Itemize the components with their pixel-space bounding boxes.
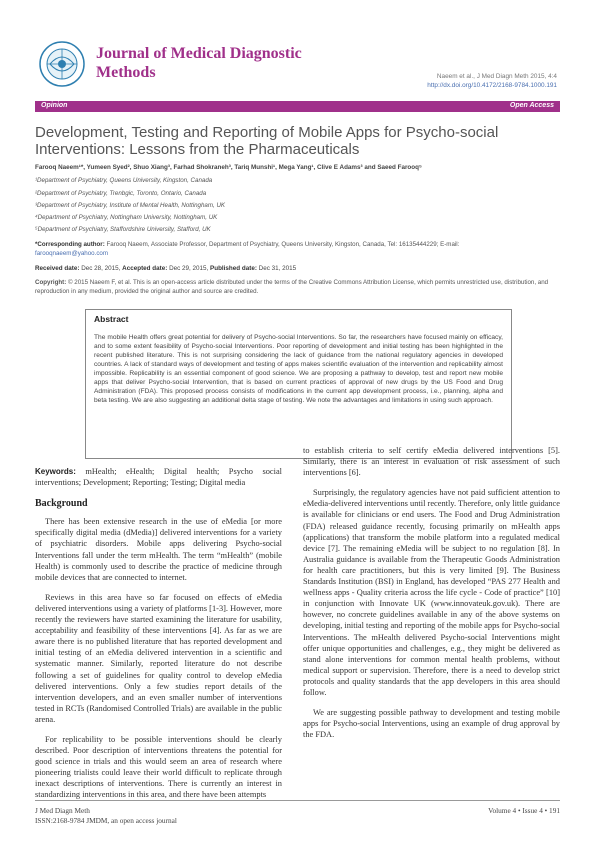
journal-name-line2: Methods [96,64,156,81]
affiliation: ²Department of Psychiatry, Trenbgic, Toronto, Ontario, Canada [35,190,207,197]
accepted-label: Accepted date: [122,265,168,272]
citation-block [427,72,557,90]
affiliation: ³Department of Psychiatry, Institute of Mental Health, Nottingham, UK [35,202,226,209]
copyright-label: Copyright: [35,279,67,286]
right-column [303,445,560,749]
received-date: Dec 28, 2015, [81,265,121,272]
footer-issn: ISSN:2168-9784 JMDM, an open access journal [35,816,177,825]
published-label: Published date: [210,265,257,272]
abstract-text: The mobile Health offers great potential for delivery of Psycho-social Interventions. So far, the researchers have focused mainly on efficacy, and to some extent feasibility of Psycho-social Interventions. Poor reporting of development and initial testing has been highlighted in the recent published literature. This is not surprising considering the lack of guidance from the national regulatory agencies in developed countries. A lack of standard ways of development and testing of apps makes scientific evaluation of the intervention and replicability almost impossible. Replicability is an essential component of good science. We are proposing a pathway to develop, test and report new mobile apps that deliver Psycho-social Intervention, that is based on current practices of approval of new drugs by the US Food and Drug Administration (FDA). This proposed process consists of modifications in the current app development process, i.e., planning, alpha and beta testing. We are also suggesting an additional delta stage of testing. We note the advantages and limitations in using such approach. [94,334,503,405]
received-label: Received date: [35,265,80,272]
doi-link[interactable]: http://dx.doi.org/10.4172/2168-9784.1000.191 [427,82,557,89]
affiliation: ⁴Department of Psychiatry, Nottingham University, Nottingham, UK [35,214,218,221]
affiliation: ¹Department of Psychiatry, Queens University, Kingston, Canada [35,177,213,184]
author-list: Farooq Naeem¹*, Yumeen Syed², Shuo Xiang³, Farhad Shokraneh³, Tariq Munshi¹, Mega Yang¹, Clive E Adams³ and Saeed Farooq⁵ [35,164,422,171]
article-type: Opinion [41,102,68,109]
paragraph: Reviews in this area have so far focused on effects of eMedia delivered interventions using a variety of platforms [1-3]. However, more recently the reviewers have started examining the literature for usability, acceptability and feasibility of these interventions [4]. As far as we are aware there is no published literature that has reported development and initial testing of an eMedia delivered intervention in a scientific and systematic manner. Similarly, reported literature do not describe following a set of guidelines for quality control to develop eMedia delivered interventions. Only a few studies report details of the intervention developers, and an even smaller number of interventions tested in RCTs (Randomised Controlled Trials) are available in the public arena. [35,592,282,724]
background-heading: Background [35,498,88,510]
abstract-box [85,309,512,459]
copyright-notice [35,279,560,296]
journal-name-line1: Journal of Medical Diagnostic [96,45,302,62]
footer-journal-info [35,806,177,826]
journal-name [96,44,376,82]
corresponding-author [35,240,560,258]
corresponding-text: Farooq Naeem, Associate Professor, Department of Psychiatry, Queens University, Kingston, Canada, Tel: 16135444229; E-mail: [104,241,460,248]
published-date: Dec 31, 2015 [258,265,297,272]
article-title: Development, Testing and Reporting of Mobile Apps for Psycho-social Interventions: Lessons from the Pharmaceuticals [35,124,499,158]
footer-divider [35,800,560,801]
copyright-text: © 2015 Naeem F, et al. This is an open-access article distributed under the terms of the Creative Commons Attribution License, which permits unrestricted use, distribution, and reproduction in any medium, provided the original author and source are credited. [35,279,549,295]
open-access-label: Open Access [509,102,554,109]
abstract-heading: Abstract [94,314,129,324]
article-type-bar [35,101,560,112]
paragraph: to establish criteria to self certify eMedia delivered interventions [5]. Similarly, there is an interest in evaluation of risk assessment of such interventions [6]. [303,446,560,478]
citation: Naeem et al., J Med Diagn Meth 2015, 4:4 [436,73,557,80]
corresponding-label: *Corresponding author: [35,241,105,248]
paragraph: For replicability to be possible interventions should be clearly described. Poor description of interventions threatens the potential for good science in trials and this would seem an area of research where pioneering trialists could leave their world difficult to replicate through inexact descriptions of interventions. There is currently an interest in standardizing interventions in this area, and there have been attempts [35,734,282,800]
footer-volume: Volume 4 • Issue 4 • 191 [488,806,560,815]
accepted-date: Dec 29, 2015, [169,265,209,272]
paragraph: We are suggesting possible pathway to development and testing mobile apps for Psycho-social Interventions, using an example of drug approval by the FDA. [303,708,560,740]
article-dates [35,265,560,272]
paragraph: Surprisingly, the regulatory agencies have not paid sufficient attention to eMedia-delivered interventions until recently. Therefore, only little guidance is available for clinicians or end users. The Food and Drug Administration (FDA) released guidance recently, focusing primarily on mHealth apps (applications) that transform the mobile platform into a regulated medical device [7]. The remaining eMedia will be subject to no regulation [8]. In Australia guidance is available from the Therapeutic Goods Administration for health care practitioners, but this is very limited [9]. The Business Standards Institution (BSI) in England, has developed “PAS 277 Health and wellness apps - Quality criteria across the life cycle - Code of practice” [10] in conjunction with Innovate UK (www.innovateuk.gov.uk). There are however, no concrete guidelines available in any of the above systems on developing, initial testing and reporting of the mobile apps for Psycho-social Interventions. The mHealth delivered Psycho-social Interventions might offer unique opportunities and challenges, e.g., they might be delivered as stand alone interventions for common mental health problems, without medical support or supervision. Therefore, there is a need to develop strict protocols and quality standards that the app developers in this area should follow. [303,488,561,697]
left-column [35,466,282,810]
corresponding-email[interactable]: farooqnaeem@yahoo.com [35,250,109,257]
keywords [35,466,282,488]
keywords-label: Keywords: [35,467,76,476]
affiliation: ⁵Department of Psychiatry, Staffordshire University, Stafford, UK [35,226,211,233]
footer-journal-abbr: J Med Diagn Meth [35,806,90,815]
keywords-text: mHealth; eHealth; Digital health; Psycho social interventions; Development; Reporting; Testing; Digital media [35,467,282,488]
paragraph: There has been extensive research in the use of eMedia [or more specifically digital media (dMedia)] delivered interventions for a variety of psychiatric disorders. Mobile apps delivering Psycho-social Interventions fall under the term mHealth. The term “mHealth” (mobile Health) is commonly used to describe the practice of medicine through mobile devices that are connected to internet. [35,517,282,582]
journal-logo [38,40,86,88]
